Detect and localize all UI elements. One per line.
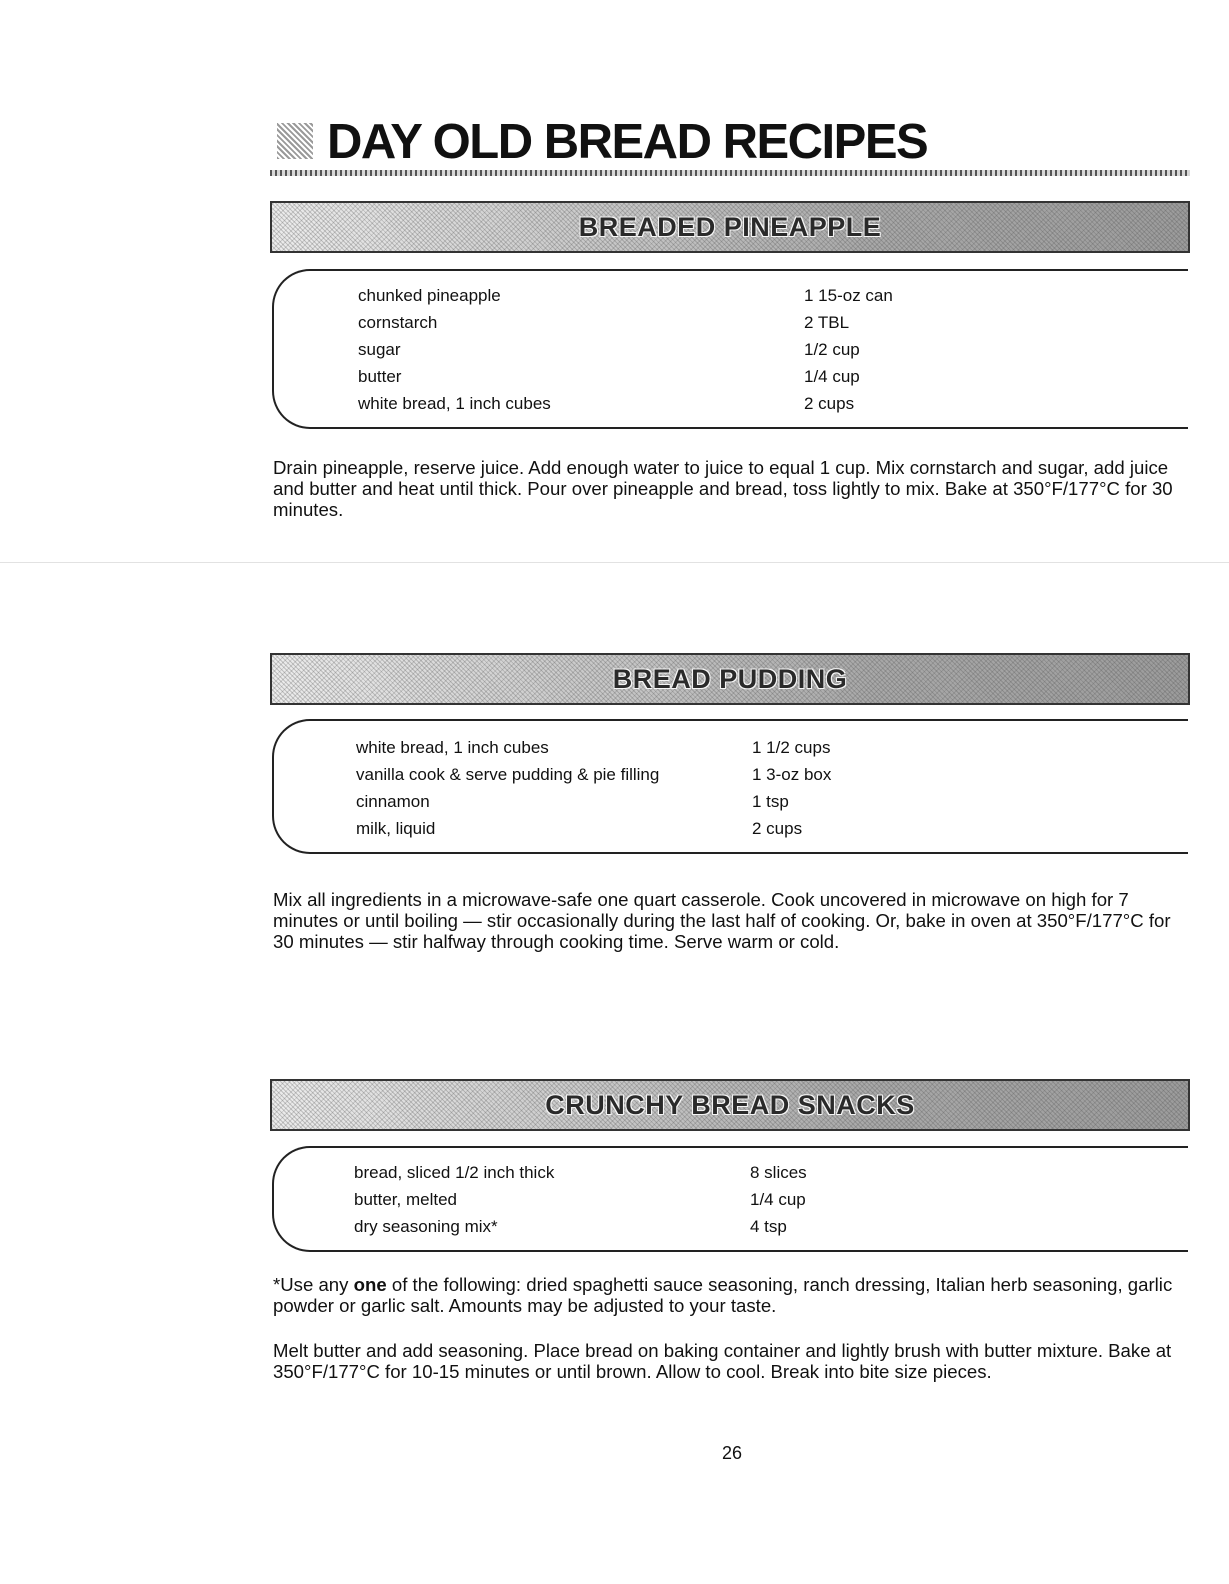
page-title: DAY OLD BREAD RECIPES xyxy=(327,115,928,169)
seasoning-footnote xyxy=(273,1274,1188,1316)
ingredient-quantity: 4 tsp xyxy=(750,1217,787,1236)
ingredient-name: butter xyxy=(358,367,402,386)
ingredient-quantity: 2 TBL xyxy=(804,313,850,332)
recipe-title: BREAD PUDDING xyxy=(612,663,848,694)
ingredient-quantity: 8 slices xyxy=(750,1163,807,1182)
ingredient-name: bread, sliced 1/2 inch thick xyxy=(354,1163,555,1182)
ingredient-name: white bread, 1 inch cubes xyxy=(356,738,549,757)
ingredient-quantity: 2 cups xyxy=(752,819,803,838)
ingredient-quantity: 1 15-oz can xyxy=(804,286,893,305)
ingredient-box-breaded-pineapple xyxy=(272,269,1188,429)
recipe-title: BREADED PINEAPPLE xyxy=(578,211,882,242)
footnote-prefix: *Use any xyxy=(273,1274,354,1295)
ingredient-name: butter, melted xyxy=(354,1190,458,1209)
recipe-banner-breaded-pineapple xyxy=(270,201,1190,253)
ingredient-quantity: 1/2 cup xyxy=(804,340,860,359)
ingredient-box-crunchy-bread-snacks xyxy=(272,1146,1188,1252)
section-divider xyxy=(0,562,1229,563)
ingredient-quantity: 1 3-oz box xyxy=(752,765,832,784)
ingredient-quantity: 1/4 cup xyxy=(804,367,860,386)
ingredient-name: sugar xyxy=(358,340,401,359)
recipe-directions: Melt butter and add seasoning. Place bread on baking container and lightly brush with butter mixture. Bake at 350°F/177°C for 10-15 minutes or until brown. Allow to cool. Break into bite size pieces. xyxy=(273,1340,1172,1382)
ingredient-name: chunked pineapple xyxy=(358,286,501,305)
footnote-suffix: of the following: dried spaghetti sauce seasoning, ranch dressing, Italian herb seasoning, garlic powder or garlic salt. Amounts may be adjusted to your taste. xyxy=(273,1274,1173,1316)
ingredient-name: milk, liquid xyxy=(356,819,436,838)
recipe-title: CRUNCHY BREAD SNACKS xyxy=(545,1089,915,1120)
square-bullet-icon xyxy=(277,123,313,159)
recipe-banner-bread-pudding xyxy=(270,653,1190,705)
title-divider xyxy=(270,170,1190,176)
ingredient-name: vanilla cook & serve pudding & pie filling xyxy=(356,765,660,784)
ingredient-name: dry seasoning mix* xyxy=(354,1217,498,1236)
ingredient-quantity: 2 cups xyxy=(804,394,855,413)
footnote-emphasis: one xyxy=(353,1274,387,1295)
recipe-directions: Mix all ingredients in a microwave-safe one quart casserole. Cook uncovered in microwave on high for 7 minutes or until boiling — stir occasionally during the last half of cooking. Or, bake in oven at 350°F/177°C for 30 minutes — stir halfway through cooking time. Serve warm or cold. xyxy=(273,889,1171,952)
recipe-directions: Drain pineapple, reserve juice. Add enough water to juice to equal 1 cup. Mix cornstarch and sugar, add juice and butter and heat until thick. Pour over pineapple and bread, toss lightly to mix. Bake at 350°F/177°C for 30 minutes. xyxy=(273,457,1173,520)
ingredient-quantity: 1 tsp xyxy=(752,792,789,811)
ingredient-name: white bread, 1 inch cubes xyxy=(358,394,551,413)
ingredient-name: cornstarch xyxy=(358,313,438,332)
page-header xyxy=(275,112,1195,172)
page-number: 26 xyxy=(722,1443,743,1463)
ingredient-name: cinnamon xyxy=(356,792,430,811)
ingredient-quantity: 1 1/2 cups xyxy=(752,738,831,757)
recipe-banner-crunchy-bread-snacks xyxy=(270,1079,1190,1131)
ingredient-quantity: 1/4 cup xyxy=(750,1190,806,1209)
ingredient-box-bread-pudding xyxy=(272,719,1188,854)
